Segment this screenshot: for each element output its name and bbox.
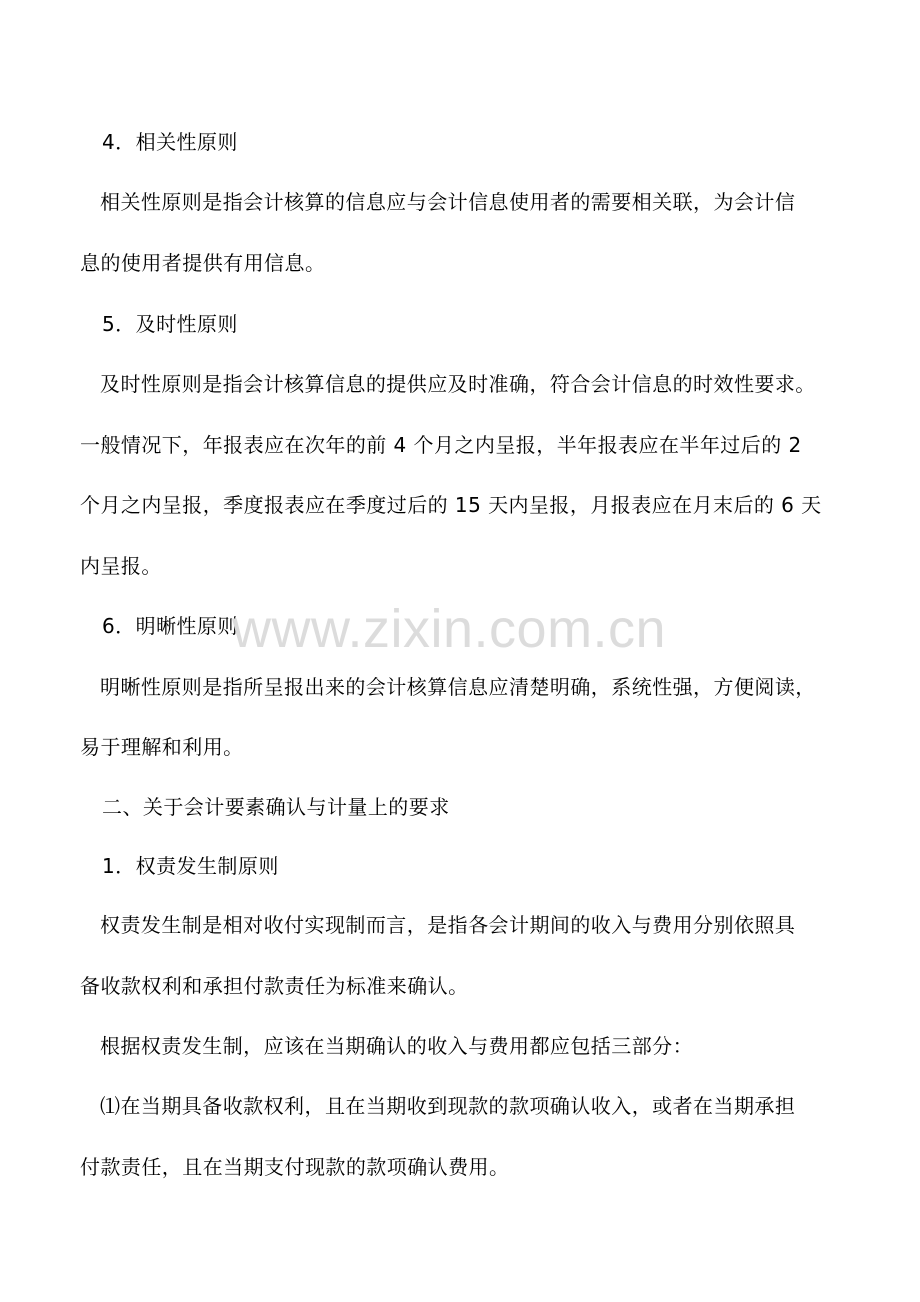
paragraph-line: 相关性原则是指会计核算的信息应与会计信息使用者的需要相关联，为会计信: [100, 190, 796, 214]
paragraph-line: 息的使用者提供有用信息。: [80, 251, 326, 275]
paragraph-line: 及时性原则是指会计核算信息的提供应及时准确，符合会计信息的时效性要求。: [100, 372, 816, 396]
section-heading: 二、关于会计要素确认与计量上的要求: [102, 795, 450, 819]
paragraph-line: 一般情况下，年报表应在次年的前 4 个月之内呈报，半年报表应在半年过后的 2: [80, 433, 802, 457]
paragraph-line: 根据权责发生制，应该在当期确认的收入与费用都应包括三部分：: [100, 1034, 694, 1058]
paragraph-line: 内呈报。: [80, 554, 162, 578]
heading-accrual-principle: 1．权责发生制原则: [102, 854, 279, 878]
paragraph-line: 明晰性原则是指所呈报出来的会计核算信息应清楚明确，系统性强，方便阅读，: [100, 675, 816, 699]
paragraph-line: 易于理解和利用。: [80, 735, 244, 759]
paragraph-line: 付款责任，且在当期支付现款的款项确认费用。: [80, 1155, 510, 1179]
heading-relevance-principle: 4．相关性原则: [102, 130, 238, 154]
paragraph-line: 权责发生制是相对收付实现制而言，是指各会计期间的收入与费用分别依照具: [100, 913, 796, 937]
paragraph-line: 备收款权利和承担付款责任为标准来确认。: [80, 974, 469, 998]
paragraph-line: 个月之内呈报，季度报表应在季度过后的 15 天内呈报，月报表应在月末后的 6 天: [80, 493, 822, 517]
paragraph-line: ⑴在当期具备收款权利，且在当期收到现款的款项确认收入，或者在当期承担: [100, 1094, 796, 1118]
heading-clarity-principle: 6．明晰性原则: [102, 614, 238, 638]
heading-timeliness-principle: 5．及时性原则: [102, 312, 238, 336]
watermark: www.zixin.com.cn: [232, 599, 667, 659]
